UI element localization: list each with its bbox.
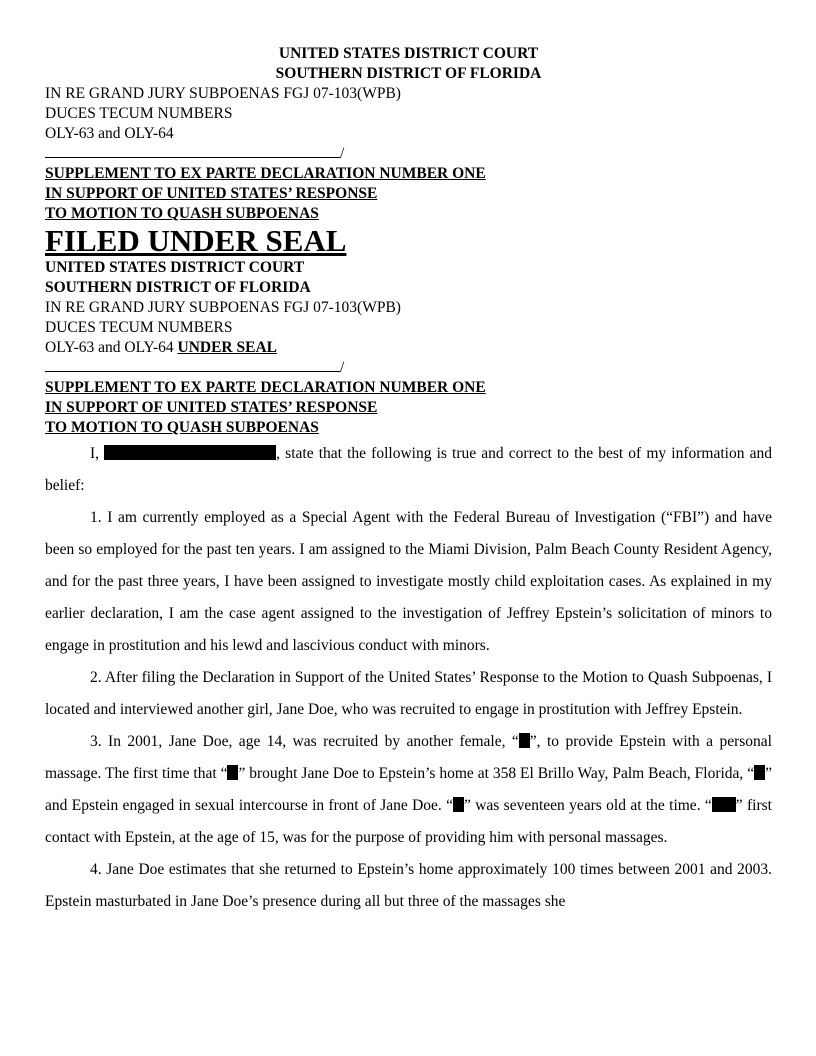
- case-line2: DUCES TECUM NUMBERS: [45, 105, 233, 122]
- declaration-body: [45, 438, 772, 918]
- p3-text-c: ” brought Jane Doe to Epstein’s home at 358 El Brillo Way, Palm Beach, Florida, “: [238, 765, 755, 782]
- document-title-line1: SUPPLEMENT TO EX PARTE DECLARATION NUMBER ONE: [45, 165, 486, 182]
- caption-rule: [45, 144, 772, 164]
- filed-under-seal-heading: FILED UNDER SEAL: [45, 223, 347, 258]
- rule-line: [45, 359, 340, 372]
- intro-text-a: I,: [90, 445, 105, 462]
- case-line3: OLY-63 and OLY-64: [45, 125, 174, 142]
- court-name-line1: UNITED STATES DISTRICT COURT: [45, 259, 305, 276]
- paragraph-2: 2. After filing the Declaration in Support of the United States’ Response to the Motion to Quash Subpoenas, I located and interviewed another girl, Jane Doe, who was recruited to engage in prostitution with Jeffrey Epstein.: [45, 669, 772, 718]
- document-title-line3: TO MOTION TO QUASH SUBPOENAS: [45, 419, 319, 436]
- intro-text-b: , state that the following is true and correct to the best of my information and belief:: [45, 445, 772, 494]
- case-line2: DUCES TECUM NUMBERS: [45, 319, 233, 336]
- redaction-box: [453, 797, 464, 812]
- document-page: [45, 44, 772, 918]
- court-name-line1: UNITED STATES DISTRICT COURT: [278, 45, 539, 62]
- case-line3: [45, 338, 772, 358]
- p3-text-e: ” was seventeen years old at the time. “: [464, 797, 712, 814]
- document-title-line2: IN SUPPORT OF UNITED STATES’ RESPONSE: [45, 399, 378, 416]
- court-name-line2: SOUTHERN DISTRICT OF FLORIDA: [45, 279, 311, 296]
- rule-line: [45, 145, 340, 158]
- document-title-line2: IN SUPPORT OF UNITED STATES’ RESPONSE: [45, 185, 378, 202]
- document-title-line3: TO MOTION TO QUASH SUBPOENAS: [45, 205, 319, 222]
- rule-slash: /: [340, 359, 345, 376]
- under-seal-label: UNDER SEAL: [177, 339, 277, 356]
- paragraph-4: 4. Jane Doe estimates that she returned to Epstein’s home approximately 100 times between 2001 and 2003. Epstein masturbated in Jane Doe’s presence during all but three of the massages she: [45, 861, 772, 910]
- rule-slash: /: [340, 145, 345, 162]
- p3-text-f: ” first contact with Epstein, at the age of 15, was for the purpose of providing him with personal massages.: [45, 797, 772, 846]
- p3-text-a: 3. In 2001, Jane Doe, age 14, was recruited by another female, “: [90, 733, 519, 750]
- p3-text-d: ” and Epstein engaged in sexual intercourse in front of Jane Doe. “: [45, 765, 773, 814]
- caption-block-2: [45, 258, 772, 438]
- caption-rule: [45, 358, 772, 378]
- intro-paragraph: [45, 438, 772, 502]
- document-title-line1: SUPPLEMENT TO EX PARTE DECLARATION NUMBER ONE: [45, 379, 486, 396]
- redaction-box: [519, 733, 530, 748]
- paragraph-1: 1. I am currently employed as a Special Agent with the Federal Bureau of Investigation (“FBI”) and have been so employed for the past ten years. I am assigned to the Miami Division, Palm Beach County Resident Agency, and for the past three years, I have been assigned to investigate mostly child exploitation cases. As explained in my earlier declaration, I am the case agent assigned to the investigation of Jeffrey Epstein’s solicitation of minors to engage in prostitution and his lewd and lascivious conduct with minors.: [45, 509, 772, 654]
- case-line3-text: OLY-63 and OLY-64: [45, 339, 174, 356]
- paragraph-3: [45, 726, 772, 854]
- p3-text-b: ”, to provide Epstein with a personal massage. The first time that “: [45, 733, 772, 782]
- redaction-box: [712, 797, 736, 812]
- court-name-line2: SOUTHERN DISTRICT OF FLORIDA: [275, 65, 542, 82]
- caption-block-1: [45, 44, 772, 224]
- case-line1: IN RE GRAND JURY SUBPOENAS FGJ 07-103(WPB): [45, 299, 401, 316]
- redaction-box: [227, 765, 238, 780]
- redaction-box: [754, 765, 765, 780]
- redaction-box: [104, 445, 276, 460]
- case-line1: IN RE GRAND JURY SUBPOENAS FGJ 07-103(WPB): [45, 85, 401, 102]
